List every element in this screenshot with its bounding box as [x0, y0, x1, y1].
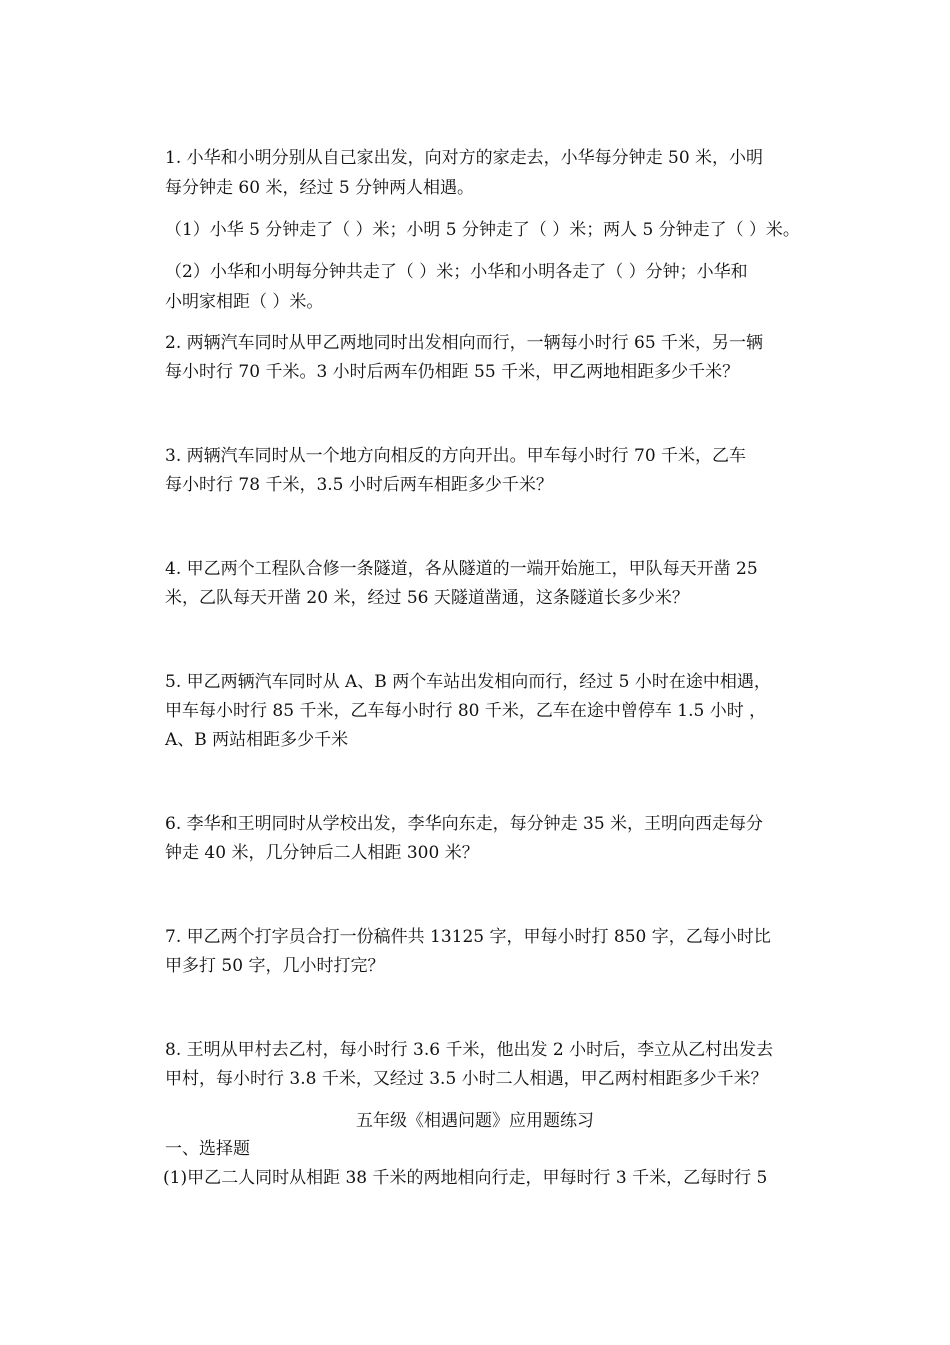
- problem-1-sub-1: （1）小华 5 分钟走了（ ）米；小明 5 分钟走了（ ）米；两人 5 分钟走了（ ）米。: [165, 220, 800, 240]
- problem-8-line-2: 甲村，每小时行 3.8 千米，又经过 3.5 小时二人相遇，甲乙两村相距多少千米？: [165, 1069, 768, 1089]
- problem-5-line-2: 甲车每小时行 85 千米，乙车每小时行 80 千米，乙车在途中曾停车 1.5 小时 ，: [165, 701, 767, 721]
- choice-question-1-line-1: (1)甲乙二人同时从相距 38 千米的两地相向行走，甲每时行 3 千米，乙每时行 5: [163, 1168, 768, 1188]
- problem-6-line-2: 钟走 40 米，几分钟后二人相距 300 米？: [165, 843, 479, 863]
- problem-4-line-2: 米，乙队每天开凿 20 米，经过 56 天隧道凿通，这条隧道长多少米？: [165, 588, 689, 608]
- problem-1-sub-2-line-1: （2）小华和小明每分钟共走了（ ）米；小华和小明各走了（ ）分钟；小华和: [165, 262, 748, 282]
- problem-1-sub-2-line-2: 小明家相距（ ）米。: [165, 292, 324, 312]
- section-heading: 一、选择题: [165, 1139, 250, 1159]
- problem-7-line-1: 7. 甲乙两个打字员合打一份稿件共 13125 字，甲每小时打 850 字，乙每小时比: [165, 927, 771, 947]
- problem-3-line-1: 3. 两辆汽车同时从一个地方向相反的方向开出。甲车每小时行 70 千米，乙车: [165, 446, 747, 466]
- problem-1-line-2: 每分钟走 60 米，经过 5 分钟两人相遇。: [165, 178, 475, 198]
- problem-2-line-2: 每小时行 70 千米。3 小时后两车仍相距 55 千米，甲乙两地相距多少千米？: [165, 362, 740, 382]
- problem-1-line-1: 1. 小华和小明分别从自己家出发，向对方的家走去，小华每分钟走 50 米，小明: [165, 148, 764, 168]
- problem-6-line-1: 6. 李华和王明同时从学校出发，李华向东走，每分钟走 35 米，王明向西走每分: [165, 814, 764, 834]
- section-title: 五年级《相遇问题》应用题练习: [356, 1111, 594, 1131]
- problem-5-line-3: A、B 两站相距多少千米: [165, 730, 349, 750]
- problem-3-line-2: 每小时行 78 千米，3.5 小时后两车相距多少千米？: [165, 475, 553, 495]
- problem-7-line-2: 甲多打 50 字，几小时打完？: [165, 956, 385, 976]
- problem-4-line-1: 4. 甲乙两个工程队合修一条隧道，各从隧道的一端开始施工，甲队每天开凿 25: [165, 559, 758, 579]
- problem-8-line-1: 8. 王明从甲村去乙村，每小时行 3.6 千米，他出发 2 小时后，李立从乙村出发去: [165, 1040, 774, 1060]
- problem-2-line-1: 2. 两辆汽车同时从甲乙两地同时出发相向而行，一辆每小时行 65 千米，另一辆: [165, 333, 764, 353]
- problem-5-line-1: 5. 甲乙两辆汽车同时从 A、B 两个车站出发相向而行，经过 5 小时在途中相遇，: [165, 672, 771, 692]
